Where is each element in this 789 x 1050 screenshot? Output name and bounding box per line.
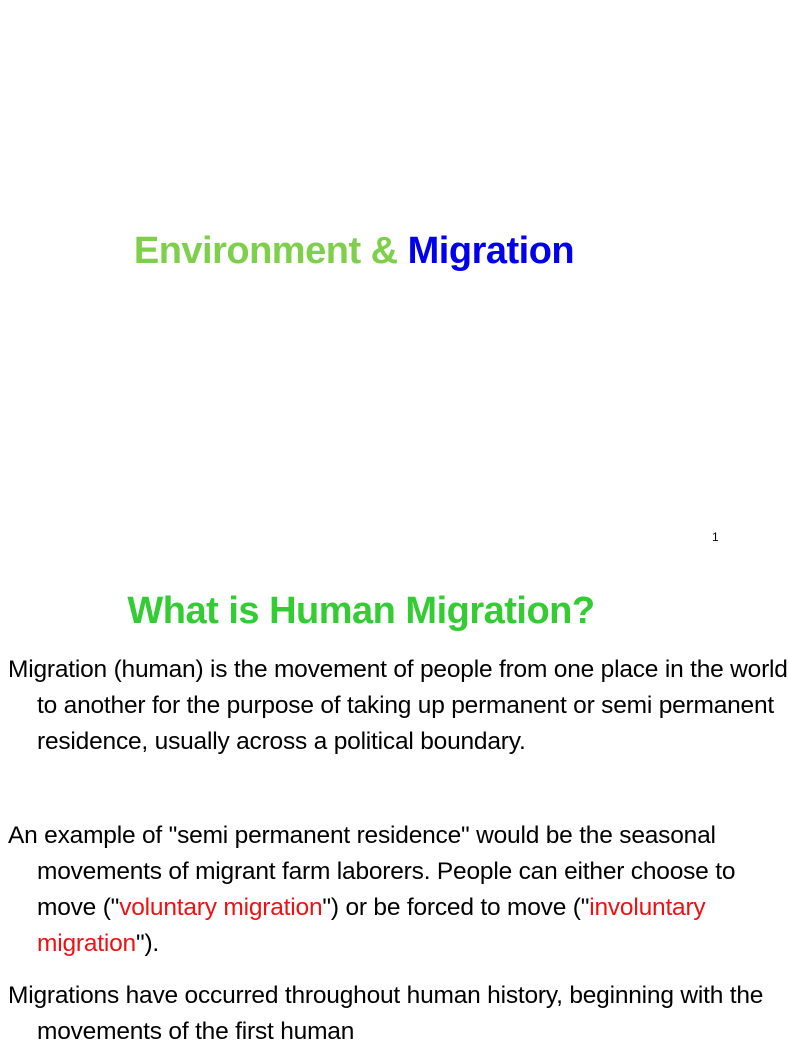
paragraph-text: ") or be forced to move (" (322, 894, 590, 921)
paragraph-history: Migrations have occurred throughout human history, beginning with the movements of the first human (8, 982, 764, 1045)
highlight-involuntary-migration: involuntary migration (37, 894, 706, 957)
page-number: 1 (712, 530, 719, 544)
slide-title (0, 230, 708, 273)
title-part-environment: Environment & (133, 230, 408, 272)
paragraph-text: "). (135, 930, 160, 957)
slide-title: What is Human Migration? (127, 590, 595, 632)
paragraph-text: An example of "semi permanent residence" would be the seasonal movements of migrant farm laborers. People can either choose to move (" (8, 822, 736, 921)
highlight-voluntary-migration: voluntary migration (119, 894, 323, 921)
slide-2 (0, 560, 788, 1045)
title-part-migration: Migration (407, 230, 575, 272)
paragraph-definition: Migration (human) is the movement of people from one place in the world to another for the purpose of taking up permanent or semi permanent residence, usually across a political boundary. (8, 656, 788, 755)
paragraph-example (8, 818, 789, 962)
